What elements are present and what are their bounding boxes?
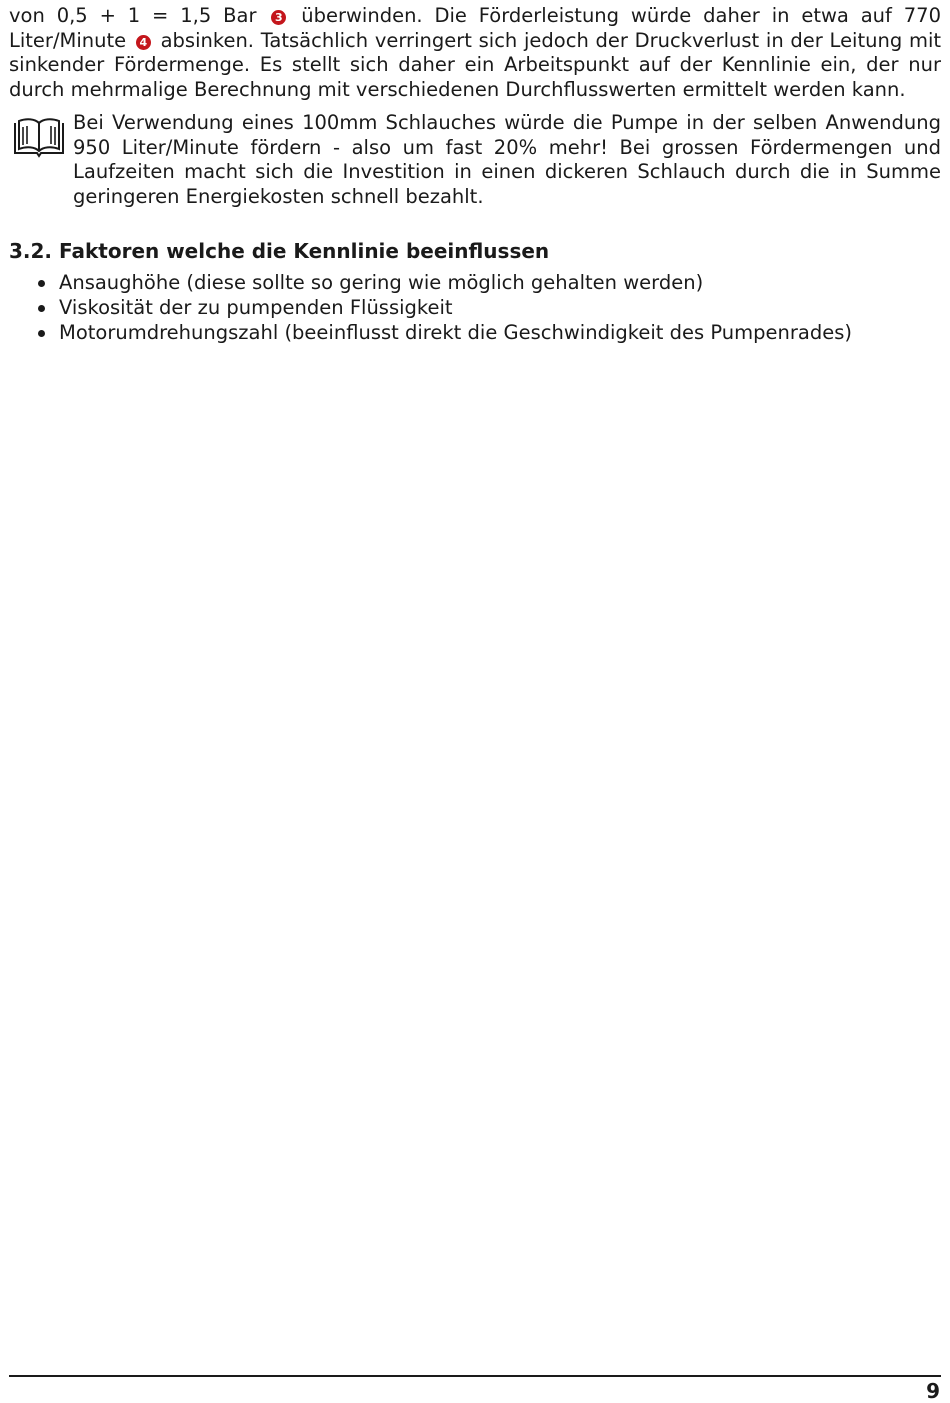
intro-text-part2: überwinden. Die Förderleistung würde daher in etwa auf 770 Liter/Minute [9,4,941,52]
book-icon [11,117,67,159]
bullet-icon [38,305,45,312]
bullet-icon [38,280,45,287]
list-item [9,270,941,295]
note-text: Bei Verwendung eines 100mm Schlauches würde die Pumpe in der selben Anwendung 950 Liter/Minute fördern - also um fast 20% mehr! Bei grossen Fördermengen und Laufzeiten macht sich die Investition in einen dickeren Schlauch durch die in Summe geringeren Energiekosten schnell bezahlt. [73,110,941,208]
intro-text-part3: absinken. Tatsächlich verringert sich jedoch der Druckverlust in der Leitung mit sinkender Fördermenge. Es stellt sich daher ein Arbeitspunkt auf der Kennlinie ein, der nur durch mehrmalige Berechnung mit verschiedenen Durchflusswerten ermittelt werden kann. [9,28,942,102]
list-item-text: Motorumdrehungszahl (beeinflusst direkt die Geschwindigkeit des Pumpenrades) [59,321,852,345]
factor-list [9,270,941,346]
document-page [9,4,941,346]
list-item [9,320,941,345]
section-heading: 3.2. Faktoren welche die Kennlinie beeinflussen [9,238,550,263]
list-item [9,295,941,320]
list-item-text: Ansaughöhe (diese sollte so gering wie möglich gehalten werden) [59,270,704,294]
bullet-icon [38,330,45,337]
callout-marker-4: 4 [136,35,151,50]
page-number: 9 [926,1379,940,1403]
list-item-text: Viskosität der zu pumpenden Flüssigkeit [59,295,453,319]
intro-paragraph [9,4,941,103]
intro-text-part1: von 0,5 + 1 = 1,5 Bar [9,4,257,27]
callout-marker-3: 3 [271,10,286,25]
footer-divider [9,1375,941,1377]
note-block [9,111,941,210]
